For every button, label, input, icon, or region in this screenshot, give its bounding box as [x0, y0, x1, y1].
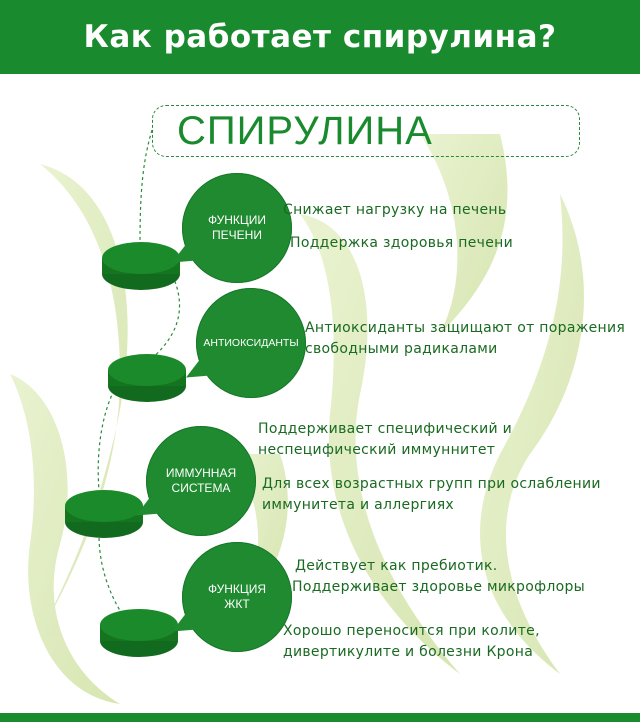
immune-line-3: Для всех возрастных групп при ослаблении: [262, 476, 601, 492]
page-title: Как работает спирулина?: [83, 19, 557, 55]
seaweed-background: [0, 74, 640, 713]
bubble-liver: [182, 173, 292, 283]
bubble-digestive-label: ФУНКЦИЯ ЖКТ: [207, 582, 267, 611]
immune-line-1: Поддерживает специфический и: [258, 421, 513, 437]
liver-line-1: Снижает нагрузку на печень: [283, 202, 507, 218]
bubble-immune: [146, 426, 256, 536]
bubble-immune-label: ИММУННАЯ СИСТЕМА: [165, 466, 237, 495]
digestive-line-4: дивертикулите и болезни Крона: [283, 644, 534, 660]
main-title: СПИРУЛИНА: [177, 109, 433, 153]
immune-line-2: неспецифический иммуннитет: [258, 442, 496, 458]
tablet-icon-2: [106, 352, 188, 404]
tablet-icon-3: [63, 488, 145, 540]
bubble-antioxidants-label: АНТИОКСИДАНТЫ: [203, 336, 299, 349]
immune-line-4: иммунитета и аллергиях: [262, 497, 454, 513]
bubble-liver-label: ФУНКЦИИ ПЕЧЕНИ: [208, 213, 266, 242]
header-bar: [0, 0, 640, 74]
bubble-antioxidants: [196, 288, 306, 398]
main-title-box: [152, 105, 580, 157]
tablet-icon-4: [98, 607, 180, 659]
digestive-line-1: Действует как пребиотик.: [295, 558, 498, 574]
antioxidants-line-1: Антиоксиданты защищают от поражения: [305, 320, 626, 336]
antioxidants-line-2: свободными радикалами: [305, 341, 498, 357]
footer-bar: [0, 713, 640, 722]
liver-line-2: Поддержка здоровья печени: [290, 235, 513, 251]
digestive-line-2: Поддерживает здоровье микрофлоры: [292, 579, 586, 595]
digestive-line-3: Хорошо переносится при колите,: [283, 623, 540, 639]
bubble-digestive: [182, 542, 292, 652]
